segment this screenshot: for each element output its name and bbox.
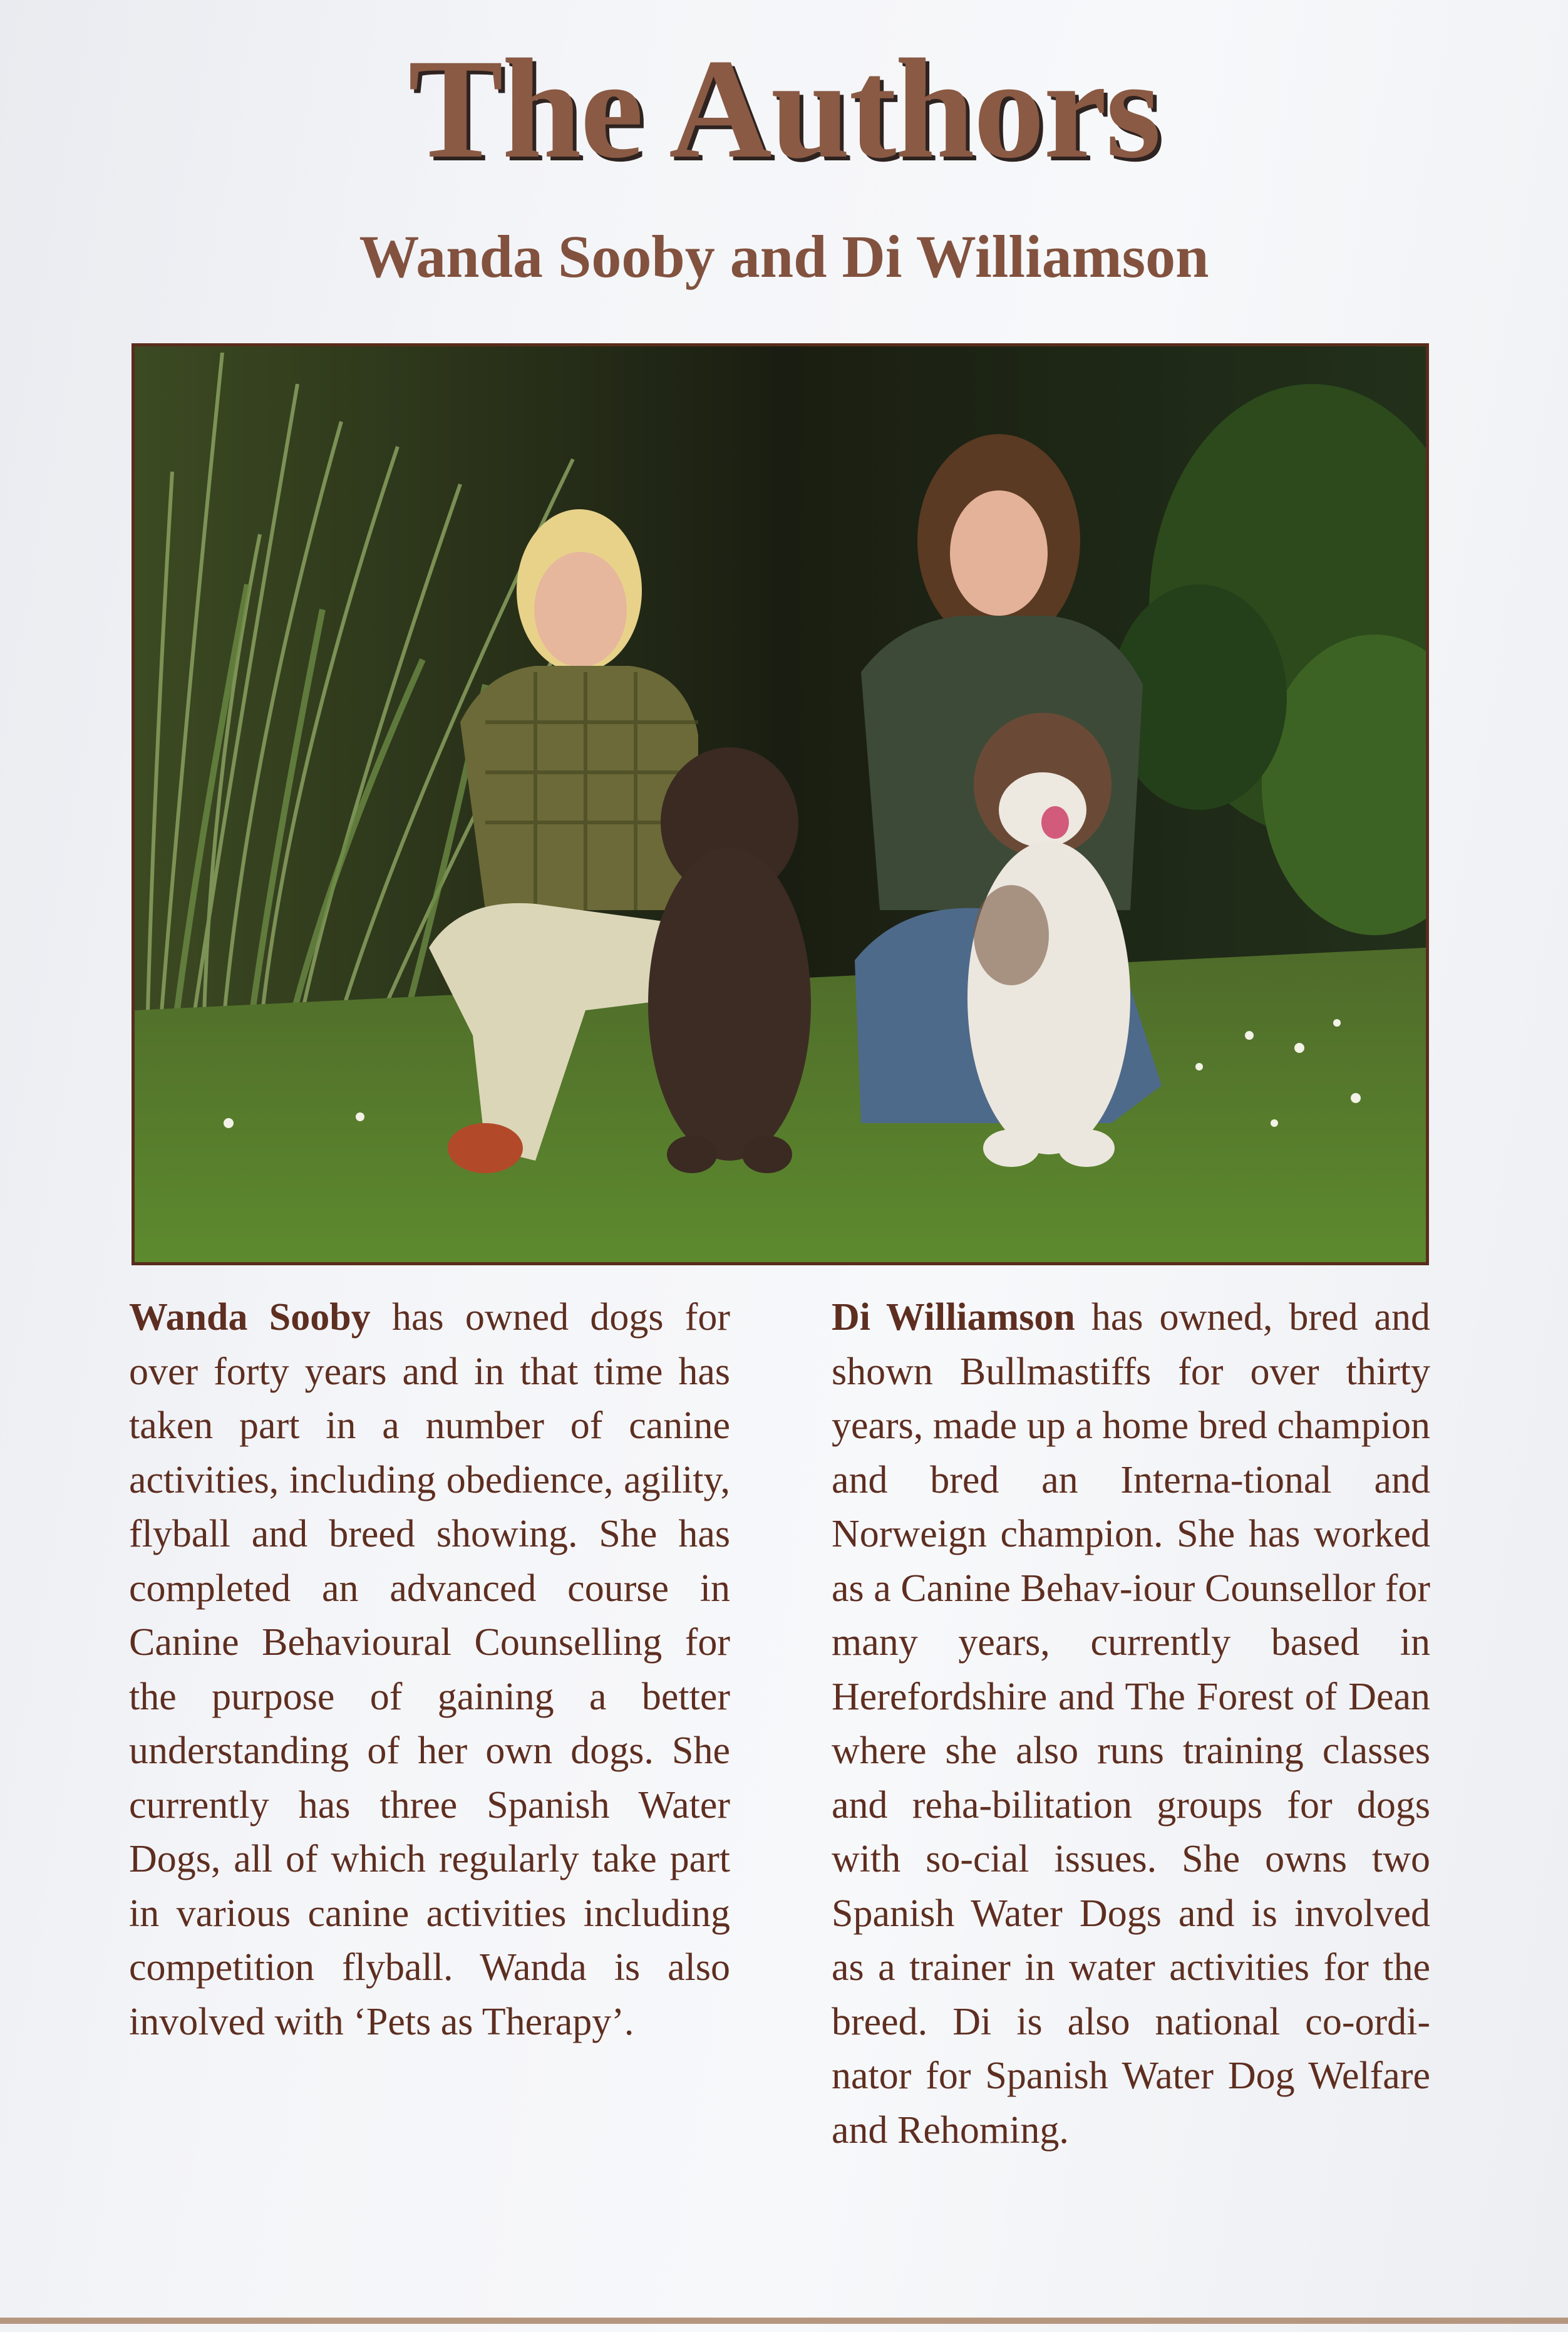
bio-di-williamson — [832, 1290, 1430, 2157]
page-subtitle: Wanda Sooby and Di Williamson — [359, 223, 1209, 290]
page-title: The Authors — [408, 30, 1160, 188]
bio-wanda-sooby — [129, 1290, 730, 2049]
bio-name-di: Di Williamson — [832, 1296, 1075, 1339]
bio-text-wanda: has owned dogs for over forty years and in that time has taken part in a number of canine activities, including obedience, agility, flyball and breed showing. She has completed an advanced course in Canine Behavioural Counselling for the purpose of gaining a better understanding of her own dogs. She currently has three Spanish Water Dogs, all of which regularly take part in various canine activities including competition flyball. Wanda is also involved with ‘Pets as Therapy’. — [129, 1296, 730, 2043]
authors-photo-illustration — [135, 346, 1426, 1262]
bio-text-di: has owned, bred and shown Bullmastiffs for over thirty years, made up a home bred champion and bred an Interna-tional and Norweign champion. She has worked as a Canine Behav-iour Counsellor for many years, currently based in Herefordshire and The Forest of Dean where she also runs training classes and reha-bilitation groups for dogs with so-cial issues. She owns two Spanish Water Dogs and is involved as a trainer in water activities for the breed. Di is also national co-ordi-nator for Spanish Water Dog Welfare and Rehoming. — [832, 1296, 1431, 2152]
authors-photo — [132, 343, 1429, 1265]
bio-name-wanda: Wanda Sooby — [129, 1296, 371, 1339]
page-bottom-rule — [0, 2318, 1568, 2324]
